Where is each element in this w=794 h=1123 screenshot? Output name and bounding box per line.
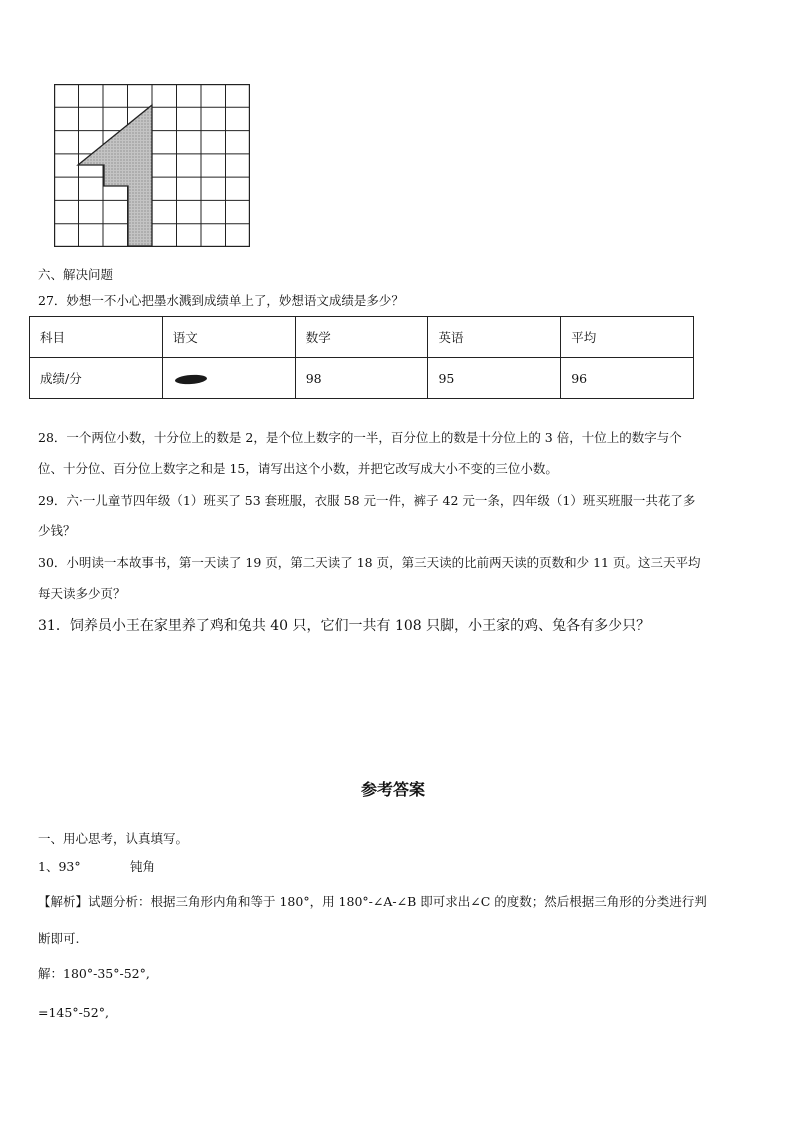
cell-chinese-ink <box>162 358 295 399</box>
analysis-line2: 断即可. <box>38 931 80 946</box>
header-subject: 科目 <box>30 317 163 358</box>
table-row-scores <box>30 358 694 399</box>
ink-blot-icon <box>174 373 207 384</box>
header-math: 数学 <box>295 317 428 358</box>
answers-section-one: 一、用心思考，认真填写。 <box>38 831 189 846</box>
answer-1-type: 钝角 <box>130 859 156 874</box>
question-28-line1: 28．一个两位小数，十分位上的数是 2，是个位上数字的一半，百分位上的数是十分位上的 3 倍，十位上的数字与个 <box>38 430 682 445</box>
answer-1-number: 1、93° <box>38 859 81 874</box>
question-29-line1: 29．六·一儿童节四年级（1）班买了 53 套班服，衣服 58 元一件，裤子 42 元一条，四年级（1）班买班服一共花了多 <box>38 493 696 508</box>
header-chinese: 语文 <box>162 317 295 358</box>
answers-title: 参考答案 <box>361 780 426 799</box>
row-label: 成绩/分 <box>30 358 163 399</box>
cell-math: 98 <box>295 358 428 399</box>
section-six-heading: 六、解决问题 <box>38 267 114 282</box>
question-28-line2: 位、十分位、百分位上数字之和是 15，请写出这个小数，并把它改写成大小不变的三位小数。 <box>38 461 558 476</box>
question-30-line2: 每天读多少页？ <box>38 586 126 601</box>
question-31: 31．饲养员小王在家里养了鸡和兔共 40 只，它们一共有 108 只脚，小王家的鸡、兔各有多少只？ <box>38 618 651 634</box>
cell-english: 95 <box>428 358 561 399</box>
cell-average: 96 <box>561 358 694 399</box>
solution-line2: =145°-52°, <box>38 1005 109 1020</box>
header-average: 平均 <box>561 317 694 358</box>
header-english: 英语 <box>428 317 561 358</box>
question-30-line1: 30．小明读一本故事书，第一天读了 19 页，第二天读了 18 页，第三天读的比前两天读的页数和少 11 页。这三天平均 <box>38 555 701 570</box>
solution-line1: 解：180°-35°-52°, <box>38 966 150 981</box>
score-table <box>29 316 694 399</box>
question-29-line2: 少钱？ <box>38 523 76 538</box>
analysis-line1: 【解析】试题分析：根据三角形内角和等于 180°，用 180°-∠A-∠B 即可求出∠C 的度数；然后根据三角形的分类进行判 <box>38 894 707 909</box>
grid-figure <box>54 84 250 247</box>
shaded-shape <box>78 105 152 246</box>
table-row-header <box>30 317 694 358</box>
question-27: 27．妙想一不小心把墨水溅到成绩单上了，妙想语文成绩是多少？ <box>38 293 404 308</box>
